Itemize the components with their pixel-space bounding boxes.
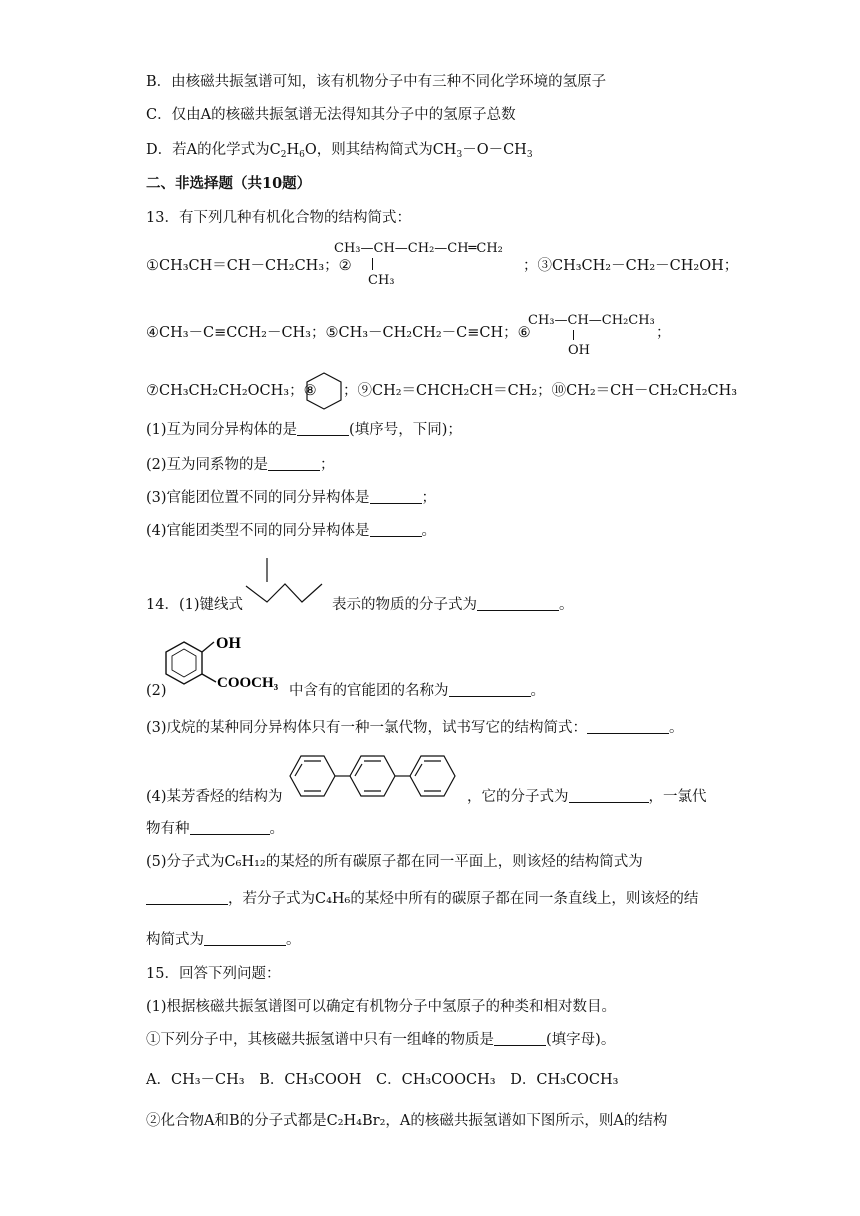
terphenyl-structure (284, 748, 468, 806)
q14-part-5-b: ，若分子式为C₄H₆的某烃中所有的碳原子都在同一条直线上，则该烃的结 (146, 889, 698, 909)
q15-options (146, 1070, 618, 1090)
svg-text:OH: OH (216, 635, 241, 652)
q13-compound-1: ①CH₃CH＝CH－CH₂CH₃；② (146, 258, 352, 274)
q13-part-2: (2)互为同系物的是 ； (146, 457, 335, 473)
methyl-salicylate-structure (162, 630, 286, 698)
q14-part-4-text: ，它的分子式为 ，一氯代 (467, 789, 707, 805)
answer-blank[interactable] (146, 890, 228, 905)
answer-blank[interactable] (190, 820, 270, 835)
answer-blank[interactable] (569, 788, 649, 803)
q13-compound-6-structure: CH₃—CH—CH₂CH₃ OH (528, 313, 655, 358)
q15-stem: 15．回答下列问题： (146, 966, 281, 982)
q13-part-3: (3)官能团位置不同的同分异构体是 ； (146, 490, 437, 506)
answer-blank[interactable] (370, 522, 422, 537)
answer-blank[interactable] (297, 421, 349, 436)
q14-part-2-text: 中含有的官能团的名称为 。 (289, 683, 545, 699)
q14-part-1-text: 表示的物质的分子式为 。 (332, 597, 574, 613)
section-heading: 二、非选择题（共10题） (146, 175, 312, 192)
answer-blank[interactable] (449, 682, 531, 697)
answer-blank[interactable] (477, 596, 559, 611)
q13-compound-4-5: ④CH₃－C≡CCH₂－CH₃；⑤CH₃－CH₂CH₂－C≡CH；⑥ (146, 325, 531, 341)
cyclohexane-structure (302, 370, 346, 412)
q14-part-5-c: 构简式为 。 (146, 932, 301, 948)
q14-part-2-label: (2) (146, 683, 167, 699)
q15-part-1: (1)根据核磁共振氢谱图可以确定有机物分子中氢原子的种类和相对数目。 (146, 999, 617, 1015)
q14-part-3: (3)戊烷的某种同分异构体只有一种一氯代物，试书写它的结构简式： 。 (146, 720, 684, 736)
q13-part-4: (4)官能团类型不同的同分异构体是 。 (146, 523, 437, 539)
q15-option-b: B．CH₃COOH (259, 1072, 362, 1088)
q14-part-5-a: (5)分子式为C₆H₁₂的某烃的所有碳原子都在同一平面上，则该烃的结构简式为 (146, 854, 643, 870)
q13-stem: 13．有下列几种有机化合物的结构简式： (146, 210, 411, 226)
svg-text:COOCH₃: COOCH₃ (217, 675, 279, 691)
option-c: C．仅由A的核磁共振氢谱无法得知其分子中的氢原子总数 (146, 107, 516, 123)
q15-option-c: C．CH₃COOCH₃ (376, 1072, 496, 1088)
answer-blank[interactable] (587, 719, 669, 734)
answer-blank[interactable] (494, 1031, 546, 1046)
skeletal-formula (240, 556, 330, 608)
q15-part-1b: ②化合物A和B的分子式都是C₂H₄Br₂，A的核磁共振氢谱如下图所示，则A的结构 (146, 1113, 668, 1129)
answer-blank[interactable] (268, 456, 320, 471)
q13-compound-2-structure: CH₃—CH—CH₂—CH═CH₂ CH₃ (334, 241, 503, 288)
q15-part-1a: ①下列分子中，其核磁共振氢谱中只有一组峰的物质是 (填字母)。 (146, 1032, 616, 1048)
q13-compound-9-10: ；⑨CH₂＝CHCH₂CH＝CH₂；⑩CH₂＝CH－CH₂CH₂CH₃ (343, 383, 738, 399)
answer-blank[interactable] (204, 931, 286, 946)
q14-part-4-label: (4)某芳香烃的结构为 (146, 789, 283, 805)
q13-compound-3: ；③CH₃CH₂－CH₂－CH₂OH； (523, 258, 739, 274)
option-d: D．若A的化学式为$C_2H_6O$，则其结构简式为$CH_3-O-CH_3$ (146, 142, 533, 160)
q13-compound-7: ⑦CH₃CH₂CH₂OCH₃；⑧ (146, 383, 317, 399)
q15-option-a: A．CH₃－CH₃ (146, 1072, 245, 1088)
q15-option-d: D．CH₃COCH₃ (510, 1072, 619, 1088)
option-b: B．由核磁共振氢谱可知，该有机物分子中有三种不同化学环境的氢原子 (146, 74, 607, 90)
q14-part-4-line2: 物有种 。 (146, 821, 284, 837)
q13-compound-6-end: ； (656, 325, 671, 341)
answer-blank[interactable] (370, 489, 422, 504)
q14-part-1: 14．(1)键线式 (146, 597, 243, 613)
q13-part-1: (1)互为同分异构体的是 (填序号，下同)； (146, 422, 462, 438)
